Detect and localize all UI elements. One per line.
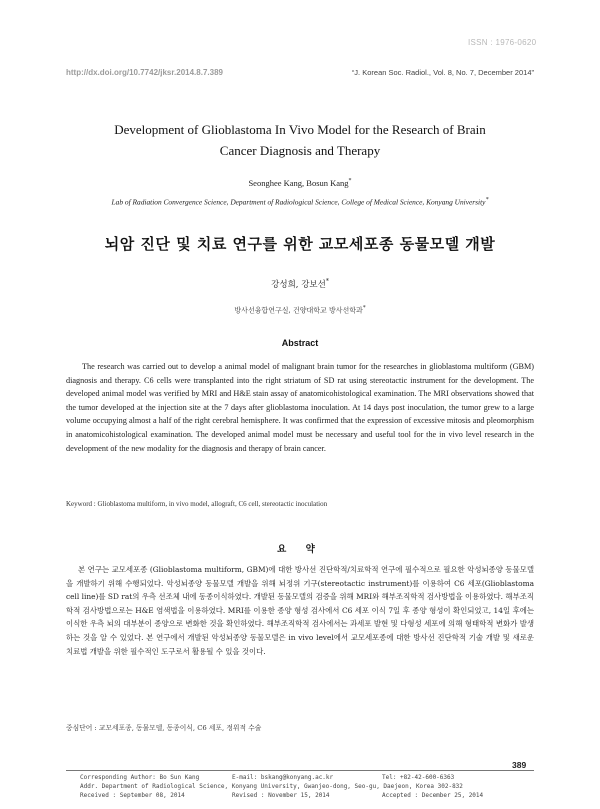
authors-en-names: Seonghee Kang, Bosun Kang	[248, 178, 349, 188]
affiliation-en-mark: *	[485, 197, 489, 203]
authors-ko	[66, 278, 534, 290]
author-address: Addr. Department of Radiological Science, Konyang University, Gwanjeo-dong, Seo-gu, Daejeon, Korea 302-832	[80, 783, 463, 790]
received-date: Received : September 08, 2014	[80, 792, 185, 799]
affiliation-en	[66, 197, 534, 206]
affiliation-en-text: Lab of Radiation Convergence Science, Department of Radiological Science, College of Medical Science, Konyang University	[111, 197, 486, 207]
correspondence-footer	[80, 773, 534, 800]
affiliation-ko	[66, 305, 534, 315]
author-email[interactable]: E-mail: bskang@konyang.ac.kr	[232, 774, 334, 781]
page-number: 389	[512, 760, 527, 770]
revised-date: Revised : November 15, 2014	[232, 792, 330, 799]
doi-link[interactable]: http://dx.doi.org/10.7742/jksr.2014.8.7.389	[66, 68, 223, 77]
paper-title-ko: 뇌암 진단 및 치료 연구를 위한 교모세포종 동물모델 개발	[104, 235, 496, 253]
authors-ko-names: 강성희, 강보선	[271, 280, 326, 290]
issn-label: ISSN : 1976-0620	[468, 38, 537, 47]
title-en-line-1: Development of Glioblastoma In Vivo Model for the Research of Brain	[114, 122, 486, 137]
accepted-date: Accepted : December 25, 2014	[382, 792, 484, 799]
footer-row-contact	[80, 773, 534, 782]
keywords-ko: 중심단어 : 교모세포종, 동물모델, 동종이식, C6 세포, 정위적 수술	[66, 724, 262, 732]
journal-citation: “J. Korean Soc. Radiol., Vol. 8, No. 7, December 2014”	[351, 68, 534, 77]
abstract-text: The research was carried out to develop a animal model of malignant brain tumor for the researches in glioblastoma multiform (GBM) diagnosis and therapy. C6 cells were transplanted into the right striatum of SD rat using stereotactic instrument for the development. The developed animal model was verified by MRI and H&E stain assay of anatomicohistological examination. The MRI observations showed that the tumor developed at the injection site at the 7 days after glioblastoma inoculation. At 14 days post inoculation, the tumor grew to a large volume occupying almost a half of the right cerebral hemisphere. It was confirmed that the expression of excessive mitosis and pleomorphism in anatomicohistological examination. The developed animal model must be necessary and useful tool for the in vivo level research in the development of the new modality for the diagnosis and therapy of brain cancer.	[66, 362, 534, 453]
corresponding-author: Corresponding Author: Bo Sun Kang	[80, 774, 200, 781]
running-header	[66, 68, 534, 77]
title-en-line-2: Cancer Diagnosis and Therapy	[219, 143, 381, 158]
summary-heading-ko: 요 약	[277, 544, 323, 555]
abstract-heading: Abstract	[281, 338, 319, 348]
keywords-en: Keyword : Glioblastoma multiform, in vivo model, allograft, C6 cell, stereotactic inoculation	[66, 500, 328, 508]
affiliation-ko-text: 방사선융합연구실, 건양대학교 방사선학과	[234, 306, 363, 315]
authors-en	[66, 178, 534, 188]
paper-title-en	[66, 119, 534, 161]
footer-divider	[66, 770, 534, 771]
affiliation-ko-mark: *	[362, 305, 366, 311]
footer-row-dates	[80, 791, 534, 800]
authors-ko-mark: *	[325, 278, 329, 286]
author-phone: Tel: +82-42-600-6363	[382, 774, 455, 781]
authors-en-mark: *	[348, 178, 352, 185]
summary-text-ko: 본 연구는 교모세포종 (Glioblastoma multiform, GBM)에 대한 방사선 진단학적/치료학적 연구에 필수적으로 필요한 악성뇌종양 동물모델을 개발하기 위해 수행되었다. 악성뇌종양 동물모델 개발을 위해 뇌정위 기구(stereotactic instrument)를 이용하여 C6 세포(Glioblastoma cell line)를 SD rat의 우측 선조체 내에 동종이식하였다. 개발된 동물모델의 검증을 위해 MRI와 해부조직학적 검사방법을 이용하였다. 해부조직학적 검사방법으로는 H&E 염색법을 이용하였다. MRI를 이용한 종양 형성 검사에서 C6 세포 이식 7일 후 종양 형성이 확인되었고, 14일 후에는 이식한 우측 뇌의 대부분이 종양으로 변화한 것을 확인하였다. 해부조직학적 검사에서는 과세포 발현 및 다형성 세포에 의해 형태학적 변화가 발생하는 것을 알 수 있었다. 본 연구에서 개발된 악성뇌종양 동물모델은 in vivo level에서 교모세포종에 대한 방사선 진단학적 기술 개발 및 새로운 치료법 개발을 위한 필수적인 도구로서 활용될 수 있을 것이다.	[66, 565, 534, 656]
